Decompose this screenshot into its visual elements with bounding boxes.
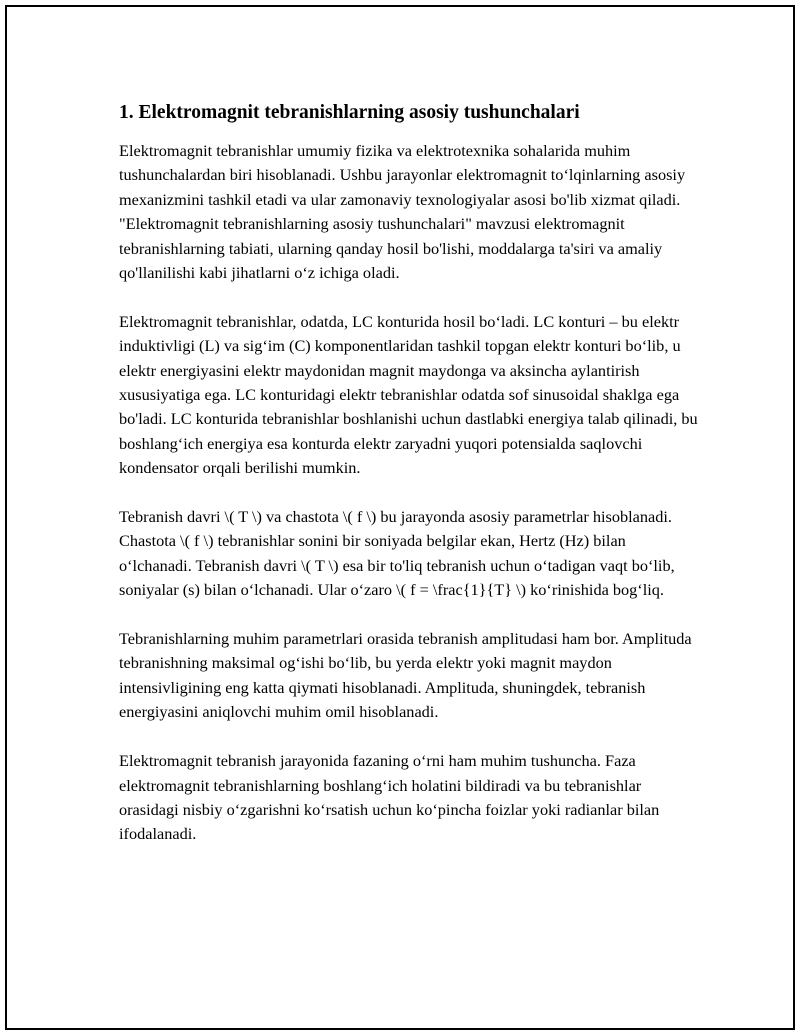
- paragraph-phase: Elektromagnit tebranish jarayonida fazaning o‘rni ham muhim tushuncha. Faza elektromagnit tebranishlarning boshlang‘ich holatini bildiradi va bu tebranishlar orasidagi nisbiy o‘zgarishni ko‘rsatish uchun ko‘pincha foizlar yoki radianlar bilan ifodalanadi.: [119, 751, 660, 844]
- paragraph-amplitude: Tebranishlarning muhim parametrlari orasida tebranish amplitudasi ham bor. Amplituda tebranishning maksimal og‘ishi bo‘lib, bu yerda elektr yoki magnit maydon intensivligining eng katta qiymati hisoblanadi. Amplituda, shuningdek, tebranish energiyasini aniqlovchi muhim omil hisoblanadi.: [119, 629, 692, 722]
- page-frame: [5, 5, 795, 1030]
- document-body: [119, 99, 699, 847]
- paragraph-intro: Elektromagnit tebranishlar umumiy fizika va elektrotexnika sohalarida muhim tushunchalardan biri hisoblanadi. Ushbu jarayonlar elektromagnit to‘lqinlarning asosiy mexanizmini tashkil etadi va ular zamonaviy texnologiyalar asosi bo'lib xizmat qiladi. "Elektromagnit tebranishlarning asosiy tushunchalari" mavzusi elektromagnit tebranishlarning tabiati, ularning qanday hosil bo'lishi, moddalarga ta'siri va amaliy qo'llanilishi kabi jihatlarni o‘z ichiga oladi.: [119, 141, 686, 283]
- paragraph-period-frequency: Tebranish davri \( T \) va chastota \( f \) bu jarayonda asosiy parametrlar hisoblanadi. Chastota \( f \) tebranishlar sonini bir soniyada belgilar ekan, Hertz (Hz) bilan o‘lchanadi. Tebranish davri \( T \) esa bir to'liq tebranish uchun o‘tadigan vaqt bo‘lib, soniyalar (s) bilan o‘lchanadi. Ular o‘zaro \( f = \frac{1}{T} \) ko‘rinishida bog‘liq.: [119, 507, 675, 600]
- section-heading: 1. Elektromagnit tebranishlarning asosiy tushunchalari: [119, 102, 580, 123]
- paragraph-lc-circuit: Elektromagnit tebranishlar, odatda, LC konturida hosil bo‘ladi. LC konturi – bu elektr induktivligi (L) va sig‘im (C) komponentlaridan tashkil topgan elektr konturi bo‘lib, u elektr energiyasini elektr maydonidan magnit maydonga va aksincha aylantirish xususiyatiga ega. LC konturidagi elektr tebranishlar odatda sof sinusoidal shaklga ega bo'ladi. LC konturida tebranishlar boshlanishi uchun dastlabki energiya talab qilinadi, bu boshlang‘ich energiya esa konturda elektr zaryadni yuqori potensialda saqlovchi kondensator orqali berilishi mumkin.: [119, 311, 698, 478]
